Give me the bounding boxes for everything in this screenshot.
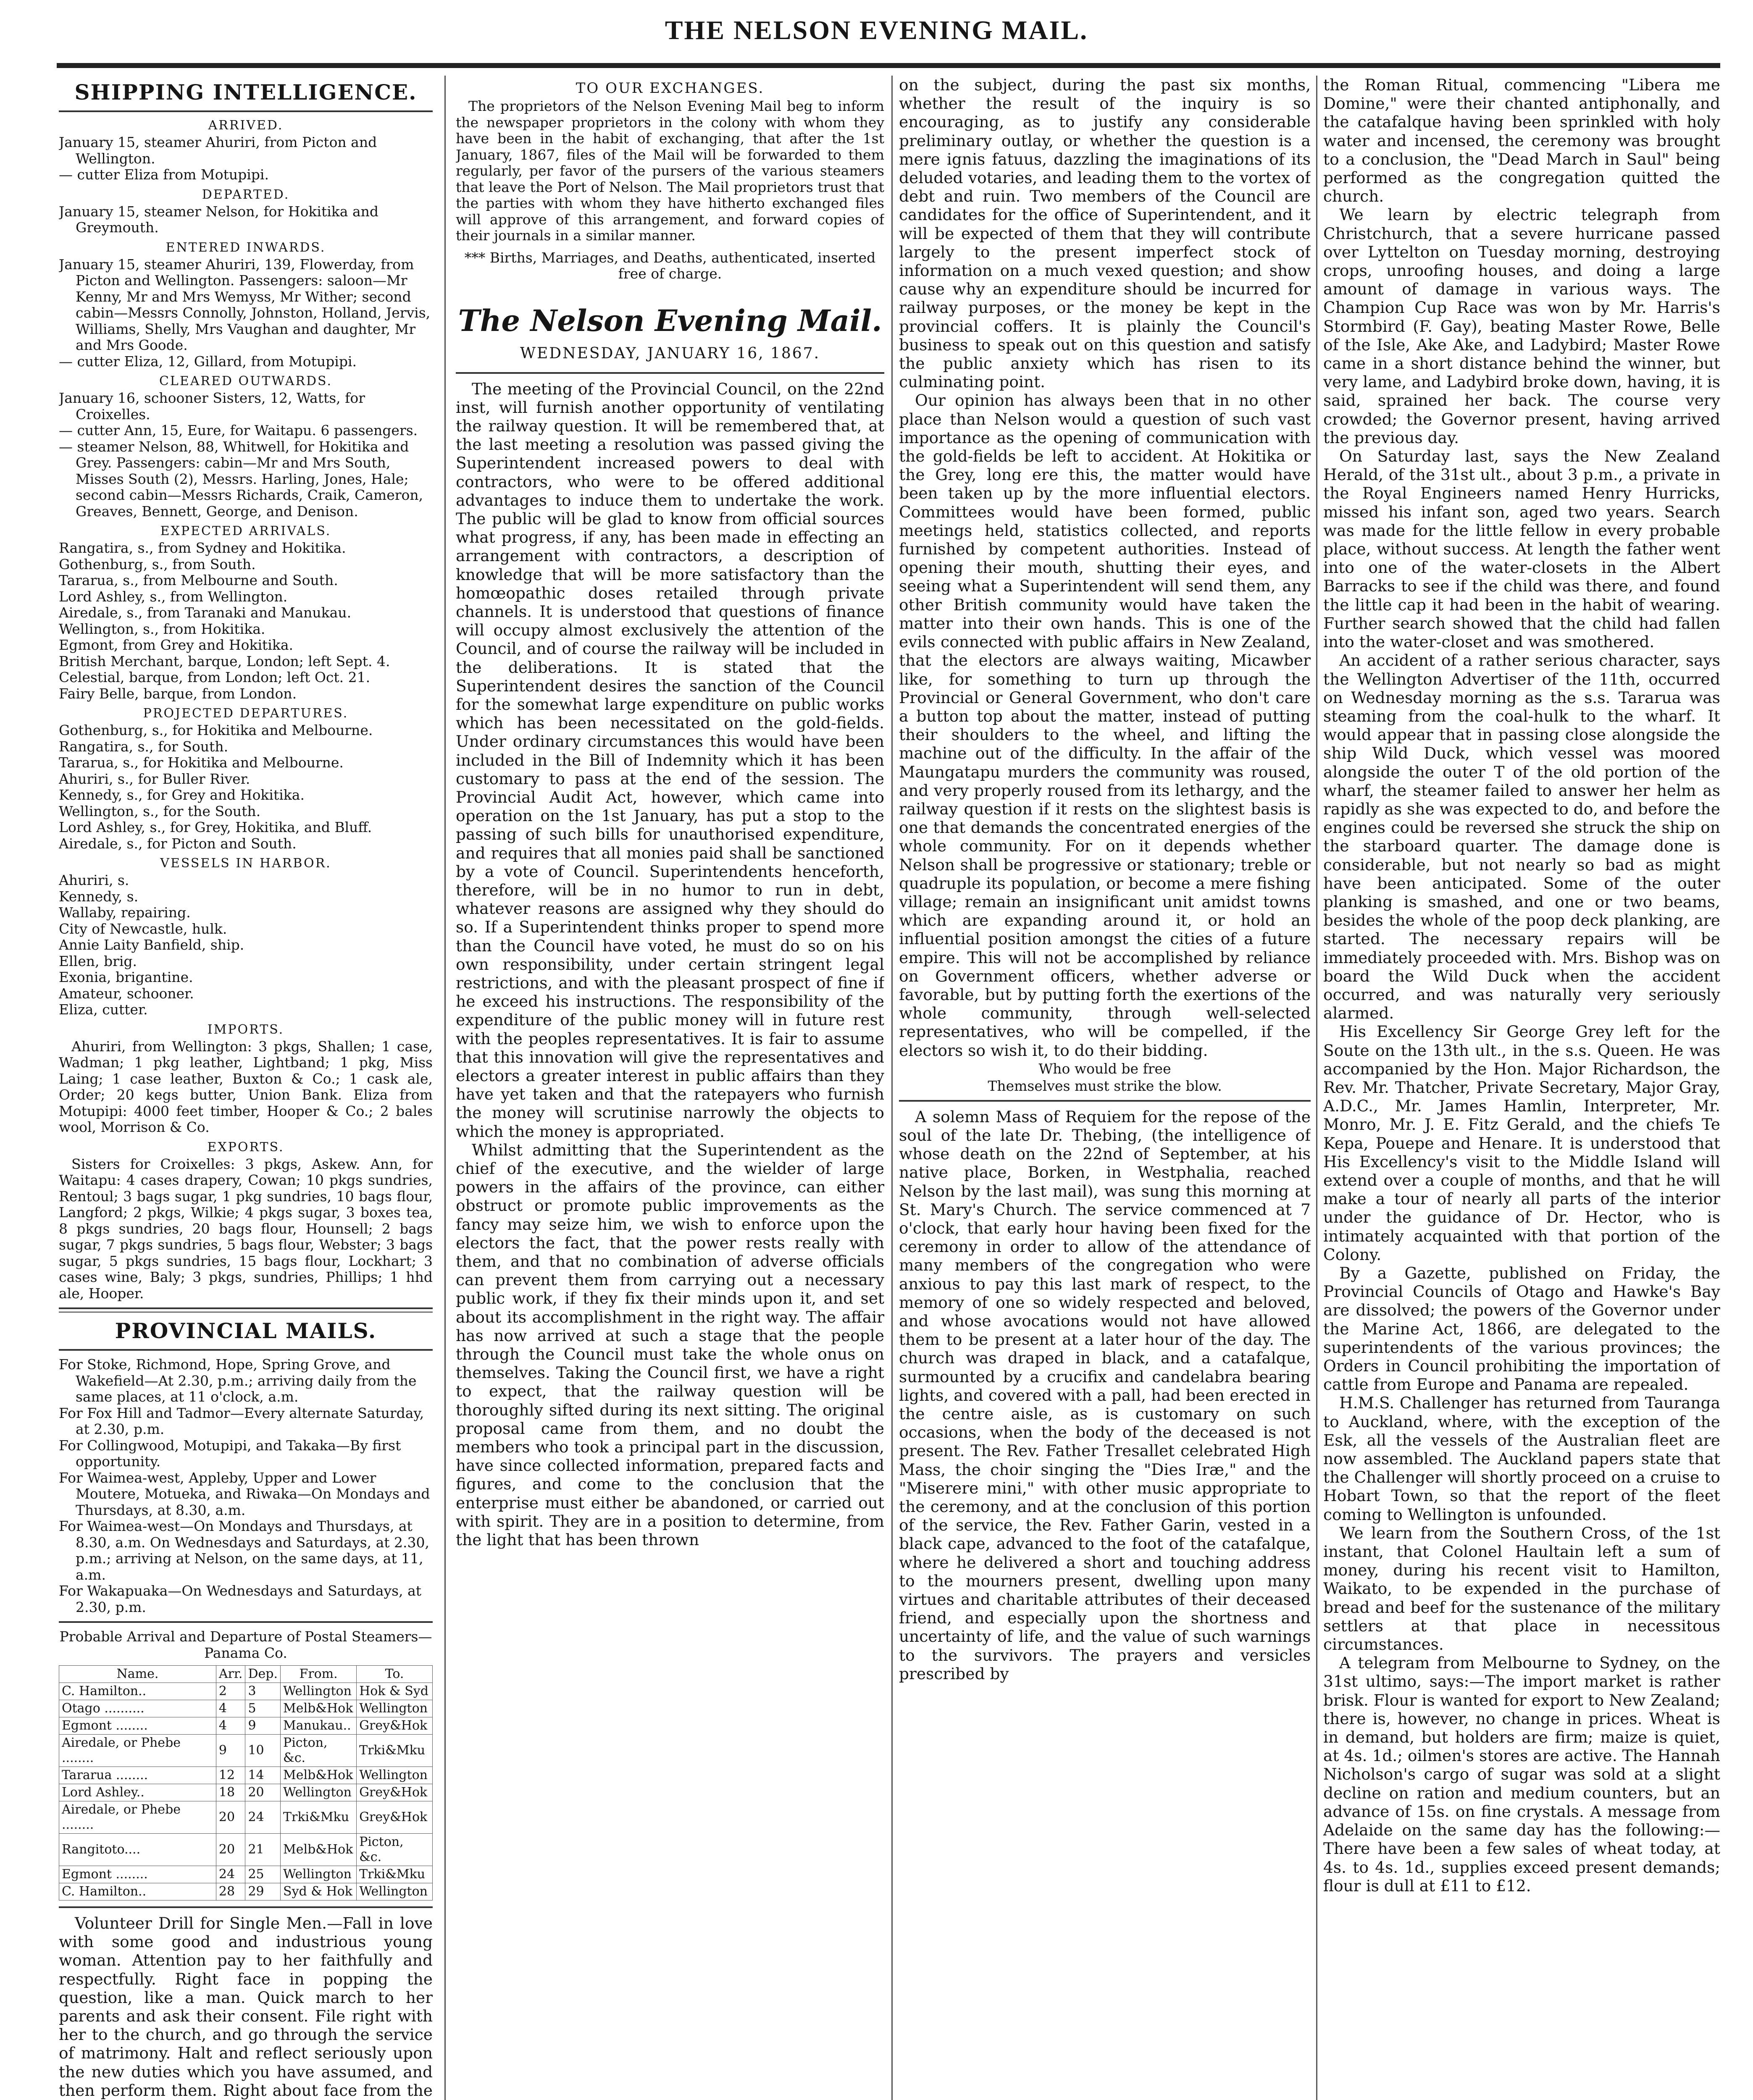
mails-list bbox=[59, 1357, 433, 1615]
table-cell: 20 bbox=[216, 1834, 245, 1866]
list-item: Gothenburg, s., from South. bbox=[59, 556, 256, 572]
table-cell: Tararua ........ bbox=[59, 1767, 216, 1784]
news-paragraph: A telegram from Melbourne to Sydney, on the 31st ultimo, says:—The import market is rather brisk. Flour is wanted for export to New Zealand; there is, however, no change in prices. Wheat is in demand, but holders are firm; maize is quiet, at 4s. 1d.; oilmen's stores are active. The Hannah Nicholson's cargo of sugar was sold at a slight decline on ration and medium counters, but an advance of 15s. on fine crystals. A message from Adelaide on the same day has the following:— There have been a few sales of wheat today, at 4s. to 4s. 1d., supplies exceed present demands; flour is dull at £11 to £12. bbox=[1323, 1654, 1720, 1895]
list-item: Ahuriri, s., for Buller River. bbox=[59, 770, 250, 787]
news-paragraph: We learn by electric telegraph from Christchurch, that a severe hurricane passed over Lyttelton on Tuesday morning, destroying crops, unroofing houses, and doing a large amount of damage in various ways. The Champion Cup Race was won by Mr. Harris's Stormbird (F. Gay), beating Master Rowe, Belle of the Isle, Ake Ake, and Ladybird; Master Rowe came in a short distance behind the winner, but very lame, and Ladybird broke down, having, it is said, sprained her back. The course very crowded; the Governor present, having arrived the previous day. bbox=[1323, 205, 1720, 447]
exports-text: Sisters for Croixelles: 3 pkgs, Askew. Ann, for Waitapu: 4 cases drapery, Cowan; 10 pkgs sundries, Rentoul; 3 bags sugar, 1 pkg sundries, 10 bags flour, Langford; 2 pkgs, Wilkie; 4 pkgs sugar, 3 boxes tea, 8 pkgs sundries, 20 bags flour, Hounsell; 2 bags sugar, 7 pkgs sundries, 5 bags flour, Webster; 3 bags sugar, 5 pkgs sundries, 15 bags flour, Lockhart; 3 cases wine, Baly; 3 pkgs, sundries, Phillips; 1 hhd ale, Hooper. bbox=[59, 1155, 433, 1302]
table-cell: 9 bbox=[245, 1717, 281, 1735]
table-cell: 28 bbox=[216, 1883, 245, 1900]
table-cell: Melb&Hok bbox=[281, 1834, 357, 1866]
table-row bbox=[59, 1834, 433, 1866]
list-item: January 15, steamer Ahuriri, 139, Flowerday, from Picton and Wellington. Passengers: saloon—Mr Kenny, Mr and Mrs Wemyss, Mr Wither; second cabin—Messrs Connolly, Johnston, Holland, Jervis, Williams, Shelly, Mrs Vaughan and daughter, Mr and Mrs Goode. bbox=[59, 256, 431, 353]
table-row bbox=[59, 1683, 433, 1700]
divider bbox=[59, 110, 433, 112]
arrived-label: ARRIVED. bbox=[208, 118, 284, 133]
table-row bbox=[59, 1866, 433, 1883]
editorial-paragraph: Our opinion has always been that in no other place than Nelson would a question of such vast importance as the opening of communication with the gold-fields be left to accident. At Hokitika or the Grey, long ere this, the matter would have been taken up by the more influential electors. Committees would have been formed, public meetings held, statistics collected, and reports furnished by competent authorities. Instead of opening their mouth, shutting their eyes, and seeing what a Superintendent will send them, any other British community would have taken the matter into their own hands. This is one of the evils connected with public affairs in New Zealand, that the electors are always waiting, Micawber like, for something to turn up through the Provincial or General Government, who don't care a button top about the matter, instead of putting their shoulders to the wheel, and lifting the machine out of the difficulty. In the affair of the Maungatapu murders the community was roused, and very properly roused from its lethargy, and the railway question if it rests on the slightest basis is one that demands the concentrated energies of the whole community. For on it depends whether Nelson shall be progressive or stationary; treble or quadruple its population, or become a mere fishing village; remain an insignificant unit amidst towns which are expanding around it, or hold an influential position amongst the cities of a future empire. This will not be accomplished by reliance on Government officers, whether adverse or favorable, but by putting forth the exertions of the whole community, through well-selected representatives, who will be compelled, if the electors so wish it, to do their bidding. bbox=[899, 391, 1311, 1060]
table-cell: 21 bbox=[245, 1834, 281, 1866]
news-paragraph: By a Gazette, published on Friday, the Provincial Councils of Otago and Hawke's Bay are dissolved; the powers of the Governor under the Marine Act, 1866, are delegated to the superintendents of the various provinces; the Orders in Council prohibiting the importation of cattle from Europe and Panama are repealed. bbox=[1323, 1264, 1720, 1394]
table-row bbox=[59, 1801, 433, 1834]
list-item: Wallaby, repairing. bbox=[59, 904, 191, 921]
list-item: Ahuriri, s. bbox=[59, 872, 129, 888]
table-cell: Trki&Mku bbox=[357, 1735, 433, 1767]
list-item: For Stoke, Richmond, Hope, Spring Grove, and Wakefield—At 2.30, p.m.; arriving daily from the same places, at 11 o'clock, a.m. bbox=[59, 1356, 417, 1405]
table-cell: Wellington bbox=[281, 1866, 357, 1883]
table-cell: Melb&Hok bbox=[281, 1767, 357, 1784]
news-paragraph: We learn from the Southern Cross, of the 1st instant, that Colonel Haultain left a sum of money, during his recent visit to Hamilton, Waikato, to be expended in the purchase of bread and beef for the sustenance of the military settlers at that place in necessitous circumstances. bbox=[1323, 1523, 1720, 1654]
table-cell: 9 bbox=[216, 1735, 245, 1767]
table-row bbox=[59, 1784, 433, 1801]
table-header-cell: Name. bbox=[59, 1666, 216, 1683]
list-item: For Waimea-west, Appleby, Upper and Lower Moutere, Motueka, and Riwaka—On Mondays and Thursdays, at 8.30, a.m. bbox=[59, 1469, 430, 1518]
table-cell: Egmont ........ bbox=[59, 1717, 216, 1735]
list-item: Wellington, s., for the South. bbox=[59, 803, 261, 819]
table-row bbox=[59, 1883, 433, 1900]
column-divider bbox=[1316, 76, 1317, 2100]
table-cell: Hok & Syd bbox=[357, 1683, 433, 1700]
notice-text: *** Births, Marriages, and Deaths, authenticated, inserted free of charge. bbox=[464, 249, 876, 282]
table-cell: Melb&Hok bbox=[281, 1700, 357, 1717]
list-item: Amateur, schooner. bbox=[59, 985, 194, 1002]
divider bbox=[59, 1307, 433, 1312]
list-item: Egmont, from Grey and Hokitika. bbox=[59, 637, 294, 653]
exports-label: EXPORTS. bbox=[207, 1139, 284, 1155]
column-3 bbox=[899, 76, 1311, 2100]
table-cell: 2 bbox=[216, 1683, 245, 1700]
table-cell: Wellington bbox=[357, 1883, 433, 1900]
column-2 bbox=[456, 76, 884, 2100]
table-cell: 29 bbox=[245, 1883, 281, 1900]
table-cell: Airedale, or Phebe ........ bbox=[59, 1735, 216, 1767]
table-cell: Otago .......... bbox=[59, 1700, 216, 1717]
list-item: Rangatira, s., from Sydney and Hokitika. bbox=[59, 540, 346, 556]
column-divider bbox=[444, 76, 446, 2100]
exchanges-heading: TO OUR EXCHANGES. bbox=[576, 80, 765, 97]
masthead-rule bbox=[57, 63, 1720, 68]
table-cell: Grey&Hok bbox=[357, 1717, 433, 1735]
table-header-cell: Dep. bbox=[245, 1666, 281, 1683]
list-item: Ellen, brig. bbox=[59, 953, 137, 969]
table-cell: 14 bbox=[245, 1767, 281, 1784]
list-item: — steamer Nelson, 88, Whitwell, for Hokitika and Grey. Passengers: cabin—Mr and Mrs South, Misses South (2), Messrs. Harling, Jones, Hale; second cabin—Messrs Richards, Craik, Cameron, Greaves, Bennett, George, and Denison. bbox=[59, 438, 423, 520]
harbor-label: VESSELS IN HARBOR. bbox=[160, 856, 331, 871]
table-cell: 18 bbox=[216, 1784, 245, 1801]
editorial-paragraph: The meeting of the Provincial Council, on the 22nd inst, will furnish another opportunity of ventilating the railway question. It will be remembered that, at the last meeting a resolution was passed giving the Superintendent increased powers to deal with contractors, who were to be offered additional advantages to induce them to undertake the work. The public will be glad to know from official sources what progress, if any, has been made in effecting an arrangement with contractors, a description of knowledge that will be more satisfactory than the homœopathic doses retailed through private channels. It is understood that questions of finance will occupy almost exclusively the attention of the Council, and of course the railway will be included in the deliberations. It is stated that the Superintendent desires the sanction of the Council for the somewhat large expenditure on public works which has been necessitated on the gold-fields. Under ordinary circumstances this would have been included in the Bill of Indemnity which it has been customary to pass at the end of the session. The Provincial Audit Act, however, which came into operation on the 1st January, has put a stop to the passing of such bills for unauthorised expenditure, and requires that all monies paid shall be sanctioned by a vote of Council. Superintendents henceforth, therefore, will be in no humor to run in debt, whatever reasons are assigned why they should do so. If a Superintendent thinks proper to spend more than the Council have voted, he must do so on his own responsibility, under certain stringent legal restrictions, and with the pleasant prospect of fine if he exceed his instructions. The responsibility of the expenditure of the public money will in future rest with the peoples representatives. It is fair to assume that this innovation will give the representatives and electors a greater interest in public affairs than they have yet taken and that the ratepayers who furnish the money will scrutinise narrowly the objects to which the money is appropriated. bbox=[456, 379, 884, 1141]
list-item: Annie Laity Banfield, ship. bbox=[59, 937, 244, 953]
dateline: WEDNESDAY, JANUARY 16, 1867. bbox=[520, 344, 820, 362]
table-header-cell: To. bbox=[357, 1666, 433, 1683]
news-paragraph: the Roman Ritual, commencing "Libera me Domine," were their chanted antiphonally, and the catafalque having been sprinkled with holy water and incensed, the ceremony was brought to a conclusion, the "Dead March in Saul" being performed as the congregation quitted the church. bbox=[1323, 76, 1720, 206]
cleared-list bbox=[59, 390, 433, 520]
table-header-cell: Arr. bbox=[216, 1666, 245, 1683]
table-cell: Wellington bbox=[281, 1784, 357, 1801]
entered-list bbox=[59, 257, 433, 370]
table-header-cell: From. bbox=[281, 1666, 357, 1683]
postal-steamers-table bbox=[59, 1665, 433, 1900]
list-item: January 15, steamer Ahuriri, from Picton and Wellington. bbox=[59, 134, 377, 167]
table-cell: 20 bbox=[216, 1801, 245, 1834]
editorial-paragraph: Whilst admitting that the Superintendent as the chief of the executive, and the wielder of large powers in the affairs of the province, can either obstruct or promote public improvements as the fancy may seize him, we wish to enforce upon the electors the fact, that the power rests really with them, and that no combination of adverse officials can prevent them from carrying out a necessary public work, if they fix their minds upon it, and set about its accomplishment in the right way. The affair has now arrived at such a stage that the people through the Council must take the whole onus on themselves. Taking the Council first, we have a right to expect, that the railway question will be thoroughly sifted during its next sitting. The original proposal came from them, and no doubt the members who took a principal part in the discussion, have since collected information, prepared facts and figures, and come to the conclusion that the enterprise must either be abandoned, or carried out with spirit. They are in a position to determine, from the light that has been thrown bbox=[456, 1140, 884, 1549]
shipping-heading: SHIPPING INTELLIGENCE. bbox=[74, 80, 417, 105]
list-item: Gothenburg, s., for Hokitika and Melbourne. bbox=[59, 722, 373, 738]
list-item: January 15, steamer Nelson, for Hokitika and Greymouth. bbox=[59, 203, 379, 236]
table-cell: Grey&Hok bbox=[357, 1784, 433, 1801]
table-header-row bbox=[59, 1666, 433, 1683]
table-cell: Manukau.. bbox=[281, 1717, 357, 1735]
table-cell: 20 bbox=[245, 1784, 281, 1801]
list-item: Fairy Belle, barque, from London. bbox=[59, 685, 297, 702]
divider bbox=[59, 1349, 433, 1351]
masthead: THE NELSON EVENING MAIL. bbox=[665, 15, 1088, 45]
list-item: For Collingwood, Motupipi, and Takaka—By first opportunity. bbox=[59, 1437, 401, 1470]
table-cell: Trki&Mku bbox=[357, 1866, 433, 1883]
list-item: — cutter Ann, 15, Eure, for Waitapu. 6 passengers. bbox=[59, 422, 418, 438]
mails-heading: PROVINCIAL MAILS. bbox=[115, 1318, 377, 1343]
divider bbox=[59, 1906, 433, 1908]
column-4 bbox=[1323, 76, 1720, 2100]
harbor-list bbox=[59, 872, 433, 1018]
postal-table-title: Probable Arrival and Departure of Postal Steamers—Panama Co. bbox=[59, 1628, 432, 1661]
divider bbox=[899, 1100, 1311, 1102]
table-cell: Picton, &c. bbox=[281, 1735, 357, 1767]
table-cell: 4 bbox=[216, 1717, 245, 1735]
list-item: Celestial, barque, from London; left Oct. 21. bbox=[59, 669, 371, 685]
list-item: Eliza, cutter. bbox=[59, 1001, 148, 1018]
volunteer-drill-article: Volunteer Drill for Single Men.—Fall in love with some good and industrious young woman. Attention pay to her faithfully and respectfully. Right face in popping the question, like a man. Quick march to her parents and ask their consent. File right with her to the church, and go through the service of matrimony. Halt and reflect seriously upon the new duties which you have assumed, and then perform them. Right about face from the bbox=[59, 1914, 433, 2100]
column-divider bbox=[891, 76, 893, 2100]
projected-list bbox=[59, 722, 433, 852]
news-paragraph: On Saturday last, says the New Zealand Herald, of the 31st ult., about 3 p.m., a private in the Royal Engineers named Henry Hurricks, missed his infant son, aged two years. Search was made for the little fellow in every probable place, without success. At length the father went into one of the water-closets in the Albert Barracks to see if the child was there, and found the little cap it had been in the habit of wearing. Further search showed that the child had fallen into the water-closet and was smothered. bbox=[1323, 447, 1720, 651]
list-item: Rangatira, s., for South. bbox=[59, 738, 229, 755]
table-cell: Wellington bbox=[281, 1683, 357, 1700]
list-item: For Fox Hill and Tadmor—Every alternate Saturday, at 2.30, p.m. bbox=[59, 1404, 424, 1437]
requiem-article: A solemn Mass of Requiem for the repose of the soul of the late Dr. Thebing, (the intelligence of whose death on the 22nd of September, at his native place, Borken, in Westphalia, reached Nelson by the last mail), was sung this morning at St. Mary's Church. The service commenced at 7 o'clock, that early hour having been fixed for the ceremony in order to allow of the attendance of many members of the congregation who were anxious to pay this last mark of respect, to the memory of one so widely respected and beloved, and whose avocations would not have allowed them to be present at a later hour of the day. The church was draped in black, and a catafalque, surmounted by a crucifix and candelabra bearing lights, and covered with a pall, had been erected in the centre aisle, as is customary on such occasions, when the body of the deceased is not present. The Rev. Father Tresallet celebrated High Mass, the choir singing the "Dies Iræ," and the "Miserere mini," with other music appropriate to the ceremony, and at the conclusion of this portion of the service, the Rev. Father Garin, vested in a black cape, advanced to the foot of the catafalque, where he delivered a short and touching address to the mourners present, dwelling upon many virtues and charitable attributes of their deceased friend, and especially upon the shortness and uncertainty of life, and the value of such warnings to the survivors. The prayers and versicles prescribed by bbox=[899, 1107, 1311, 1683]
list-item: Airedale, s., for Picton and South. bbox=[59, 835, 297, 852]
table-cell: Airedale, or Phebe ........ bbox=[59, 1801, 216, 1834]
list-item: — cutter Eliza from Motupipi. bbox=[59, 166, 269, 183]
table-cell: Egmont ........ bbox=[59, 1866, 216, 1883]
entered-label: ENTERED INWARDS. bbox=[166, 240, 326, 255]
departed-list bbox=[59, 204, 433, 236]
projected-label: PROJECTED DEPARTURES. bbox=[143, 706, 349, 721]
table-row bbox=[59, 1700, 433, 1717]
table-cell: C. Hamilton.. bbox=[59, 1683, 216, 1700]
list-item: Tararua, s., from Melbourne and South. bbox=[59, 572, 338, 588]
list-item: Exonia, brigantine. bbox=[59, 969, 193, 985]
table-cell: 24 bbox=[245, 1801, 281, 1834]
table-cell: Picton, &c. bbox=[357, 1834, 433, 1866]
list-item: For Waimea-west—On Mondays and Thursdays, at 8.30, a.m. On Wednesdays and Saturdays, at 2.30, p.m.; arriving at Nelson, on the same days, at 11, a.m. bbox=[59, 1518, 430, 1583]
verse-line: Who would be free bbox=[1038, 1060, 1171, 1077]
list-item: Kennedy, s. bbox=[59, 888, 139, 905]
editorial-paragraph: on the subject, during the past six months, whether the result of the inquiry is so encouraging, as to justify any considerable preliminary outlay, or whether the question is a mere ignis fatuus, dazzling the imaginations of its deluded votaries, and leading them to the vortex of debt and ruin. Two members of the Council are candidates for the office of Superintendent, and it will be expected of them that they will contribute largely to the present imperfect stock of information on a much vexed question; and show cause why an expenditure should be incurred for railway purposes, or the money be kept in the provincial coffers. It is plainly the Council's business to speak out on this question and satisfy the public anxiety which has risen to its culminating point. bbox=[899, 76, 1311, 391]
table-cell: 5 bbox=[245, 1700, 281, 1717]
imports-text: Ahuriri, from Wellington: 3 pkgs, Shallen; 1 case, Wadman; 1 pkg leather, Lightband; 1 pkg, Miss Laing; 1 case leather, Buxton & Co.; 1 cask ale, Order; 20 kegs butter, Union Bank. Eliza from Motupipi: 4000 feet timber, Hooper & Co.; 2 bales wool, Morrison & Co. bbox=[59, 1038, 433, 1135]
table-body bbox=[59, 1683, 433, 1900]
paper-title: The Nelson Evening Mail. bbox=[458, 303, 882, 338]
imports-label: IMPORTS. bbox=[207, 1022, 284, 1037]
table-cell: 12 bbox=[216, 1767, 245, 1784]
table-cell: Lord Ashley.. bbox=[59, 1784, 216, 1801]
table-cell: 25 bbox=[245, 1866, 281, 1883]
list-item: Kennedy, s., for Grey and Hokitika. bbox=[59, 787, 305, 803]
table-cell: 3 bbox=[245, 1683, 281, 1700]
table-cell: Rangitoto.... bbox=[59, 1834, 216, 1866]
arrived-list bbox=[59, 134, 433, 183]
table-row bbox=[59, 1735, 433, 1767]
news-paragraph: H.M.S. Challenger has returned from Tauranga to Auckland, where, with the exception of the Esk, all the vessels of the Australian fleet are now assembled. The Auckland papers state that the Challenger will shortly proceed on a cruise to Hobart Town, so that the report of the fleet coming to Wellington is unfounded. bbox=[1323, 1394, 1720, 1524]
table-cell: Trki&Mku bbox=[281, 1801, 357, 1834]
exchanges-body: The proprietors of the Nelson Evening Mail beg to inform the newspaper proprietors in the colony with whom they have been in the habit of exchanging, that after the 1st January, 1867, files of the Mail will be forwarded to them regularly, per favor of the pursers of the various steamers that leave the Port of Nelson. The Mail proprietors trust that the parties with whom they have hitherto exchanged files will approve of this arrangement, and forward copies of their journals in a similar manner. bbox=[456, 98, 884, 244]
table-cell: Syd & Hok bbox=[281, 1883, 357, 1900]
table-row bbox=[59, 1767, 433, 1784]
table-cell: Grey&Hok bbox=[357, 1801, 433, 1834]
news-paragraph: His Excellency Sir George Grey left for the Soute on the 13th ult., in the s.s. Queen. He was accompanied by the Hon. Major Richardson, the Rev. Mr. Thatcher, Private Secretary, Major Gray, A.D.C., Mr. James Hamlin, Interpreter, Mr. Monro, Mr. J. E. Fitz Gerald, and the chiefs Te Kepa, Pouepe and Henare. It is understood that His Excellency's visit to the Middle Island will extend over a couple of months, and that he will make a tour of nearly all parts of the interior under the guidance of Dr. Hector, who is intimately acquainted with that portion of the Colony. bbox=[1323, 1022, 1720, 1264]
table-cell: Wellington bbox=[357, 1700, 433, 1717]
divider bbox=[456, 372, 884, 374]
list-item: — cutter Eliza, 12, Gillard, from Motupipi. bbox=[59, 353, 357, 370]
news-paragraph: An accident of a rather serious character, says the Wellington Advertiser of the 11th, occurred on Wednesday morning as the s.s. Tararua was steaming from the coal-hulk to the wharf. It would appear that in passing close alongside the ship Wild Duck, which vessel was moored alongside the outer T of the old portion of the wharf, the steamer failed to answer her helm as rapidly as she was expected to do, and before the engines could be reversed she struck the ship on the starboard quarter. The damage done is considerable, but not nearly so bad as might have been anticipated. Some of the outer planking is smashed, and one or two beams, besides the whole of the poop deck planking, are started. The necessary repairs will be immediately proceeded with. Mrs. Bishop was on board the Wild Duck when the accident occurred, and was naturally very seriously alarmed. bbox=[1323, 651, 1720, 1023]
table-cell: 24 bbox=[216, 1866, 245, 1883]
expected-list bbox=[59, 540, 433, 702]
list-item: Tararua, s., for Hokitika and Melbourne. bbox=[59, 754, 344, 771]
list-item: January 16, schooner Sisters, 12, Watts, for Croixelles. bbox=[59, 390, 365, 423]
table-cell: 4 bbox=[216, 1700, 245, 1717]
table-cell: Wellington bbox=[357, 1767, 433, 1784]
column-1 bbox=[59, 76, 433, 2100]
divider bbox=[59, 1621, 433, 1623]
table-row bbox=[59, 1717, 433, 1735]
list-item: Lord Ashley, s., for Grey, Hokitika, and Bluff. bbox=[59, 819, 372, 835]
verse-line: Themselves must strike the blow. bbox=[988, 1077, 1222, 1094]
list-item: Lord Ashley, s., from Wellington. bbox=[59, 588, 288, 605]
list-item: For Wakapuaka—On Wednesdays and Saturdays, at 2.30, p.m. bbox=[59, 1583, 422, 1615]
list-item: Airedale, s., from Taranaki and Manukau. bbox=[59, 604, 352, 621]
table-cell: C. Hamilton.. bbox=[59, 1883, 216, 1900]
list-item: British Merchant, barque, London; left Sept. 4. bbox=[59, 653, 390, 669]
cleared-label: CLEARED OUTWARDS. bbox=[159, 374, 333, 388]
departed-label: DEPARTED. bbox=[202, 187, 290, 202]
list-item: Wellington, s., from Hokitika. bbox=[59, 620, 265, 637]
expected-label: EXPECTED ARRIVALS. bbox=[160, 524, 331, 538]
table-cell: 10 bbox=[245, 1735, 281, 1767]
list-item: City of Newcastle, hulk. bbox=[59, 920, 227, 937]
